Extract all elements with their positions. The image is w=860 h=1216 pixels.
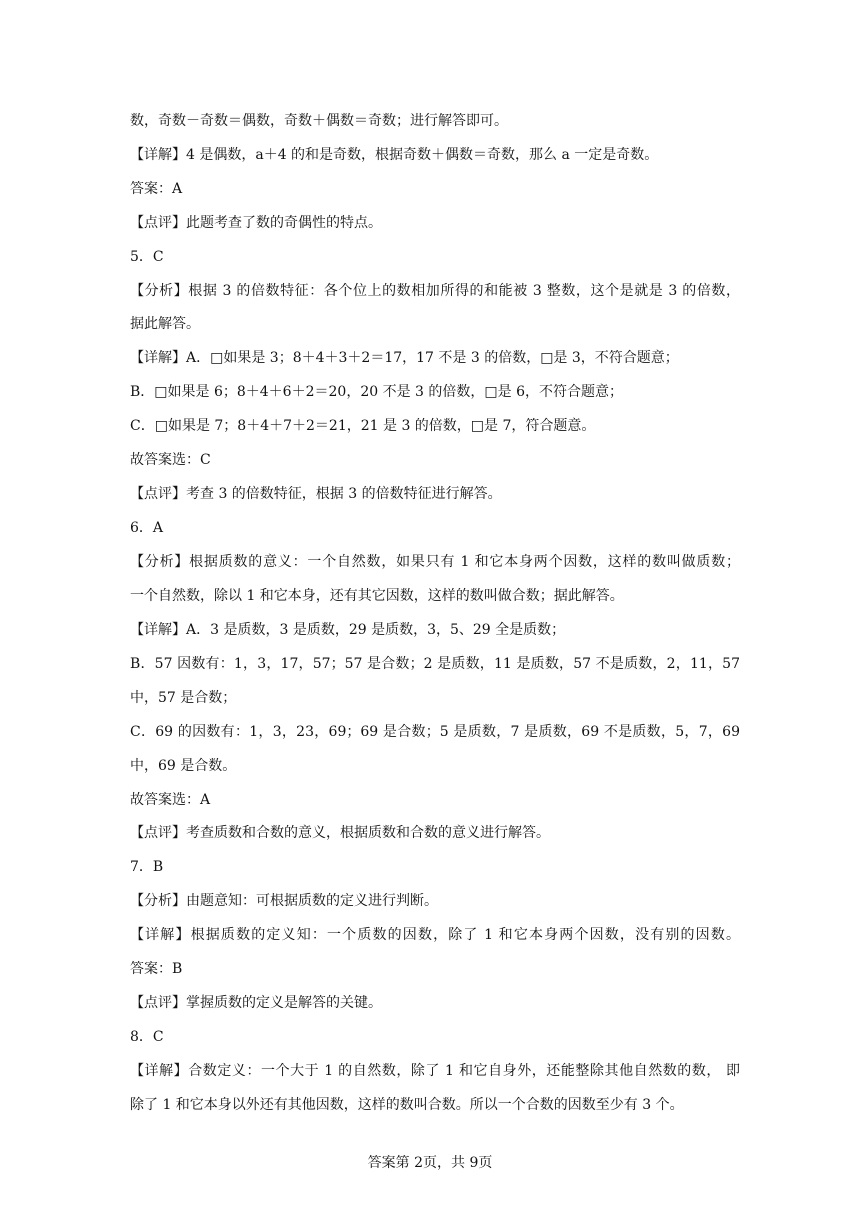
text-line: 中，57 是合数；	[130, 690, 237, 706]
text-line: 答案：A	[130, 181, 183, 197]
text-line: 故答案选：C	[130, 452, 211, 468]
text-line: 一个自然数，除以 1 和它本身，还有其它因数，这样的数叫做合数；据此解答。	[130, 588, 624, 604]
text-line: 【详解】4 是偶数，a＋4 的和是奇数，根据奇数＋偶数＝奇数，那么 a 一定是奇数。	[130, 147, 659, 163]
text-line: 【分析】由题意知：可根据质数的定义进行判断。	[130, 893, 438, 909]
text-line: 【点评】掌握质数的定义是解答的关键。	[130, 995, 382, 1011]
text-line: 据此解答。	[130, 316, 200, 332]
text-line: C．□如果是 7；8＋4＋7＋2＝21，21 是 3 的倍数，□是 7，符合题意。	[130, 418, 596, 434]
question-number: 7．B	[130, 859, 164, 875]
page-footer: 答案第 2页，共 9页	[367, 1155, 493, 1171]
text-line: B．57 因数有：1，3，17，57；57 是合数；2 是质数，11 是质数，57 不是质数，2，11，57	[130, 656, 740, 672]
question-number: 8．C	[130, 1029, 164, 1045]
text-line: 【点评】考查质数和合数的意义，根据质数和合数的意义进行解答。	[130, 825, 550, 841]
question-number: 6．A	[130, 520, 164, 536]
text-line: 答案：B	[130, 961, 183, 977]
text-line: 数，奇数－奇数＝偶数，奇数＋偶数＝奇数；进行解答即可。	[130, 113, 508, 129]
question-number: 5．C	[130, 249, 164, 265]
text-line: 【详解】A．3 是质数，3 是质数，29 是质数，3，5、29 全是质数；	[130, 622, 566, 638]
text-line: 【详解】A．□如果是 3；8＋4＋3＋2＝17，17 不是 3 的倍数，□是 3，不符合题意；	[130, 350, 679, 366]
text-line: 【点评】此题考查了数的奇偶性的特点。	[130, 215, 382, 231]
text-line: 【分析】根据 3 的倍数特征：各个位上的数相加所得的和能被 3 整数，这个是就是 3 的倍数，	[130, 283, 740, 299]
text-line: 【点评】考查 3 的倍数特征，根据 3 的倍数特征进行解答。	[130, 486, 502, 502]
text-line: 故答案选：A	[130, 792, 211, 808]
text-line: 中，69 是合数。	[130, 758, 237, 774]
text-line: 除了 1 和它本身以外还有其他因数，这样的数叫合数。所以一个合数的因数至少有 3 个。	[130, 1097, 684, 1113]
text-line: B．□如果是 6；8＋4＋6＋2＝20，20 不是 3 的倍数，□是 6，不符合题意；	[130, 384, 623, 400]
text-line: 【详解】合数定义：一个大于 1 的自然数，除了 1 和它自身外，还能整除其他自然数的数， 即	[130, 1063, 740, 1079]
text-line: 【分析】根据质数的意义：一个自然数，如果只有 1 和它本身两个因数，这样的数叫做质数；	[130, 554, 740, 570]
text-line: C．69 的因数有：1，3，23，69；69 是合数；5 是质数，7 是质数，69 不是质数，5，7，69	[130, 724, 740, 740]
text-line: 【详解】根据质数的定义知：一个质数的因数，除了 1 和它本身两个因数，没有别的因数。	[130, 927, 740, 943]
